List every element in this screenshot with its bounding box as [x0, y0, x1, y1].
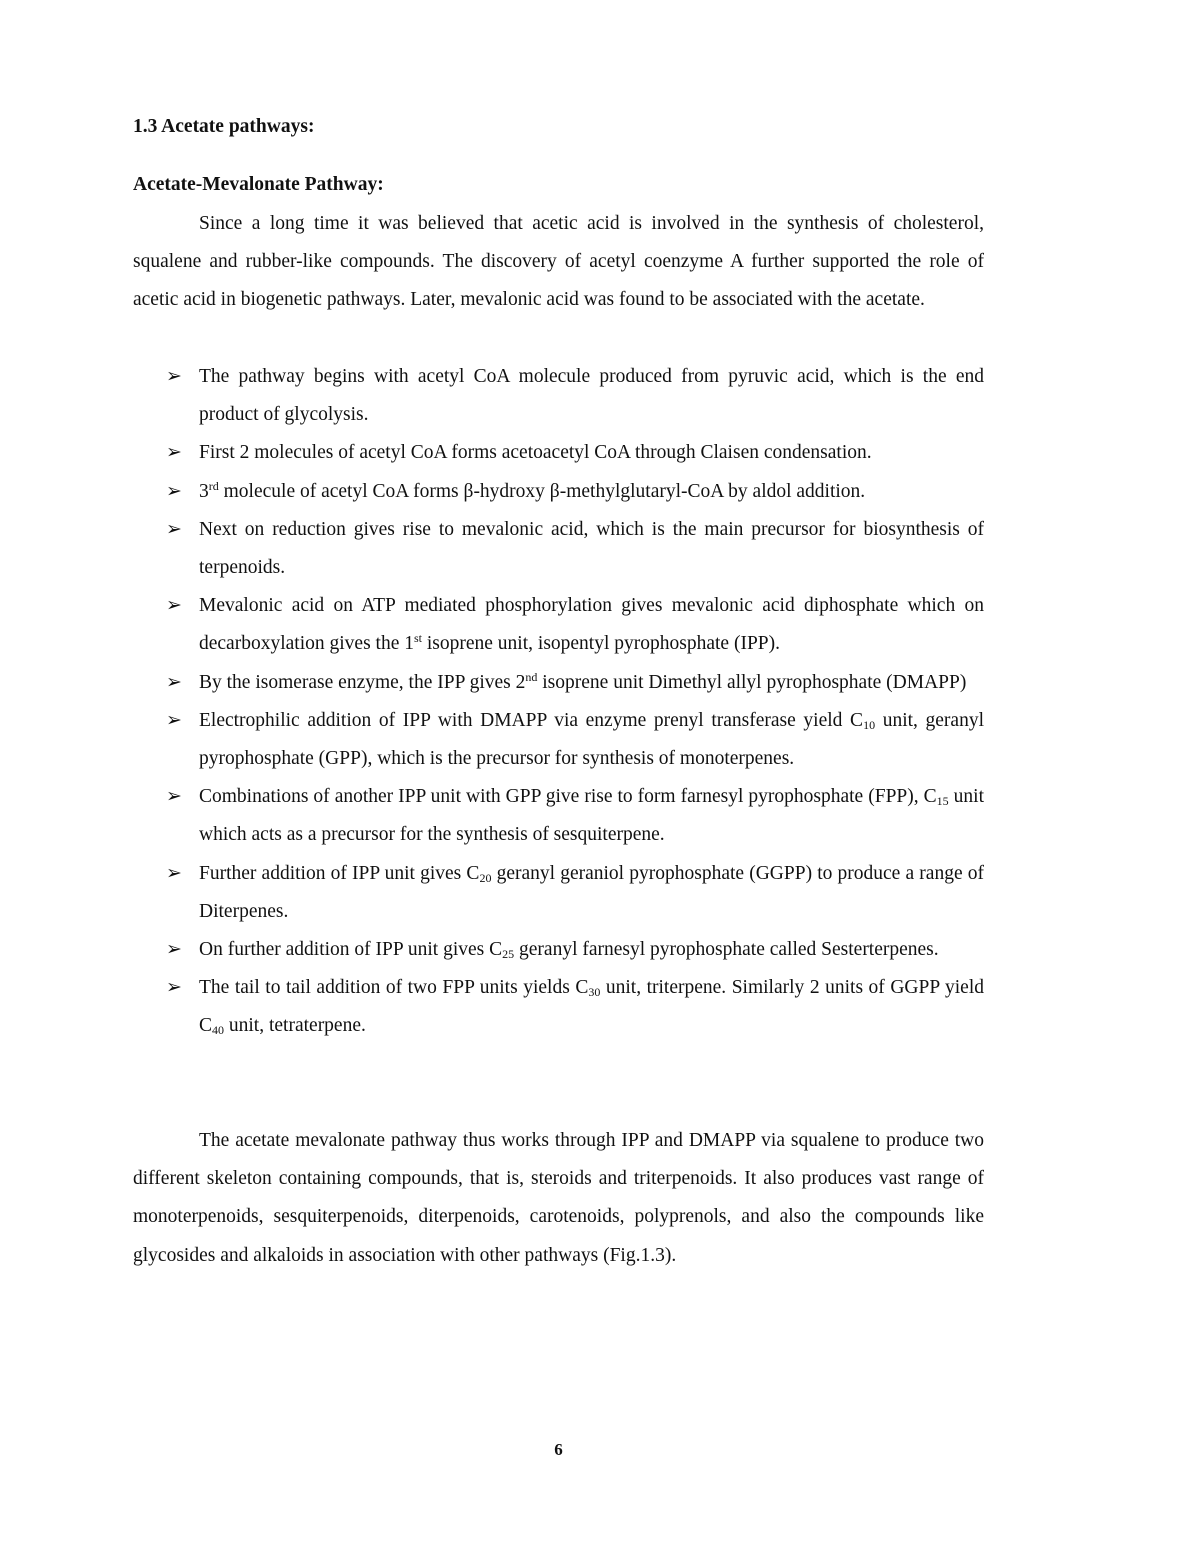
step-text: Further addition of IPP unit gives C: [199, 862, 480, 884]
arrow-bullet-icon: ➢: [166, 518, 182, 540]
carbon-subscript: 20: [479, 870, 492, 885]
list-item: [133, 778, 984, 854]
step-text: Combinations of another IPP unit with GPP give rise to form farnesyl pyrophosphate (FPP), C: [199, 786, 937, 808]
carbon-subscript: 40: [212, 1023, 225, 1038]
step-text: By the isomerase enzyme, the IPP gives 2: [199, 671, 526, 693]
step-text: isoprene unit, isopentyl pyrophosphate (IPP).: [422, 633, 780, 655]
step-text: molecule of acetyl CoA forms β-hydroxy β-methylglutaryl-CoA by aldol addition.: [218, 480, 866, 502]
list-item: [133, 702, 984, 778]
intro-paragraph: Since a long time it was believed that acetic acid is involved in the synthesis of cholesterol, squalene and rubber-like compounds. The discovery of acetyl coenzyme A further supported the role of acetic acid in biogenetic pathways. Later, mevalonic acid was found to be associated with the acetate.: [133, 213, 984, 311]
step-text: unit which acts as a precursor for the synthesis of sesquiterpene.: [199, 786, 984, 846]
arrow-bullet-icon: ➢: [166, 480, 182, 502]
step-text: Electrophilic addition of IPP with DMAPP via enzyme prenyl transferase yield C: [199, 709, 864, 731]
step-text: The pathway begins with acetyl CoA molecule produced from pyruvic acid, which is the end product of glycolysis.: [199, 366, 984, 426]
arrow-bullet-icon: ➢: [166, 862, 182, 884]
arrow-bullet-icon: ➢: [166, 595, 182, 617]
step-text: unit, triterpene. Similarly 2 units of GGPP yield C: [199, 977, 984, 1037]
step-text: Next on reduction gives rise to mevalonic acid, which is the main precursor for biosynthesis of terpenoids.: [199, 518, 984, 579]
closing-paragraph: The acetate mevalonate pathway thus works through IPP and DMAPP via squalene to produce two different skeleton containing compounds, that is, steroids and triterpenoids. It also produces vast range of monoterpenoids, sesquiterpenoids, diterpenoids, carotenoids, polyprenols, and also the compounds like glycosides and alkaloids in association with other pathways (Fig.1.3).: [133, 1130, 984, 1266]
list-item: [133, 587, 984, 663]
ordinal-suffix: rd: [208, 478, 219, 493]
step-text: On further addition of IPP unit gives C: [199, 939, 503, 961]
step-text: First 2 molecules of acetyl CoA forms acetoacetyl CoA through Claisen condensation.: [199, 442, 872, 464]
arrow-bullet-icon: ➢: [166, 709, 182, 731]
pathway-steps-list: [133, 358, 984, 1046]
sub-heading: Acetate-Mevalonate Pathway:: [133, 174, 384, 195]
list-item: [133, 855, 984, 931]
document-page: [133, 0, 984, 1553]
arrow-bullet-icon: ➢: [166, 977, 182, 999]
list-item: [133, 931, 984, 969]
step-text: geranyl geraniol pyrophosphate (GGPP) to produce a range of Diterpenes.: [199, 862, 984, 922]
ordinal-suffix: nd: [525, 669, 538, 684]
step-text: The tail to tail addition of two FPP units yields C: [199, 977, 589, 999]
step-text: 3: [199, 480, 209, 502]
list-item: [133, 358, 984, 434]
step-text: unit, tetraterpene.: [224, 1015, 366, 1037]
ordinal-suffix: st: [413, 631, 422, 646]
arrow-bullet-icon: ➢: [166, 786, 182, 808]
list-item: [133, 434, 984, 472]
list-item: [133, 969, 984, 1045]
carbon-subscript: 10: [863, 717, 876, 732]
list-item: [133, 511, 984, 587]
arrow-bullet-icon: ➢: [166, 671, 182, 693]
carbon-subscript: 30: [588, 985, 601, 1000]
list-item: [133, 664, 984, 702]
arrow-bullet-icon: ➢: [166, 366, 182, 387]
step-text: isoprene unit Dimethyl allyl pyrophosphate (DMAPP): [537, 671, 967, 693]
arrow-bullet-icon: ➢: [166, 939, 182, 961]
step-text: geranyl farnesyl pyrophosphate called Sesterterpenes.: [514, 939, 939, 961]
arrow-bullet-icon: ➢: [166, 442, 182, 464]
page-number: 6: [554, 1440, 563, 1459]
list-item: [133, 473, 984, 511]
carbon-subscript: 15: [936, 794, 949, 809]
step-text: unit, geranyl pyrophosphate (GPP), which is the precursor for synthesis of monoterpenes.: [199, 709, 984, 770]
section-heading: 1.3 Acetate pathways:: [133, 116, 315, 137]
carbon-subscript: 25: [502, 947, 515, 962]
step-text: Mevalonic acid on ATP mediated phosphorylation gives mevalonic acid diphosphate which on decarboxylation gives the 1: [199, 595, 984, 655]
